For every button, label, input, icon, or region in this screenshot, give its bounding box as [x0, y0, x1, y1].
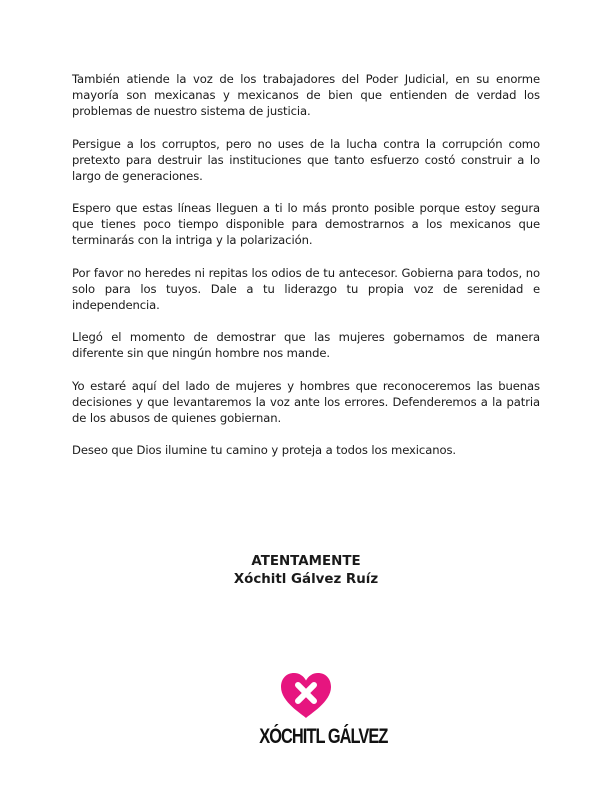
paragraph-6: Yo estaré aquí del lado de mujeres y hombres que reconoceremos las buenas decisiones y que levantaremos la voz ante los errores. Defenderemos a la patria de los abusos de quienes gobiernan. [72, 378, 540, 425]
closing-block [0, 553, 612, 589]
logo-wordmark: XÓCHITL GÁLVEZ [259, 725, 388, 748]
paragraph-7: Deseo que Dios ilumine tu camino y proteja a todos los mexicanos. [72, 443, 456, 457]
paragraph-5: Llegó el momento de demostrar que las mujeres gobernamos de manera diferente sin que ningún hombre nos mande. [72, 330, 540, 360]
campaign-logo [246, 672, 388, 749]
paragraph-3: Espero que estas líneas lleguen a ti lo más pronto posible porque estoy segura que tienes poco tiempo disponible para demostrarnos a los mexicanos que terminarás con la intriga y la polarización. [72, 201, 540, 247]
paragraph-2: Persigue a los corruptos, pero no uses de la lucha contra la corrupción como pretexto para destruir las instituciones que tanto esfuerzo costó construir a lo largo de generaciones. [72, 136, 540, 183]
paragraph-1: También atiende la voz de los trabajadores del Poder Judicial, en su enorme mayoría son mexicanas y mexicanos de bien que entienden de verdad los problemas de nuestro sistema de justicia. [72, 72, 540, 118]
closing-salutation: ATENTAMENTE [251, 554, 361, 569]
paragraph-4: Por favor no heredes ni repitas los odios de tu antecesor. Gobierna para todos, no solo para los tuyos. Dale a tu liderazgo tu propia voz de serenidad e independencia. [72, 265, 540, 312]
heart-x-icon [279, 672, 333, 720]
letter-body [72, 71, 540, 475]
signer-name: Xóchitl Gálvez Ruíz [233, 572, 379, 587]
